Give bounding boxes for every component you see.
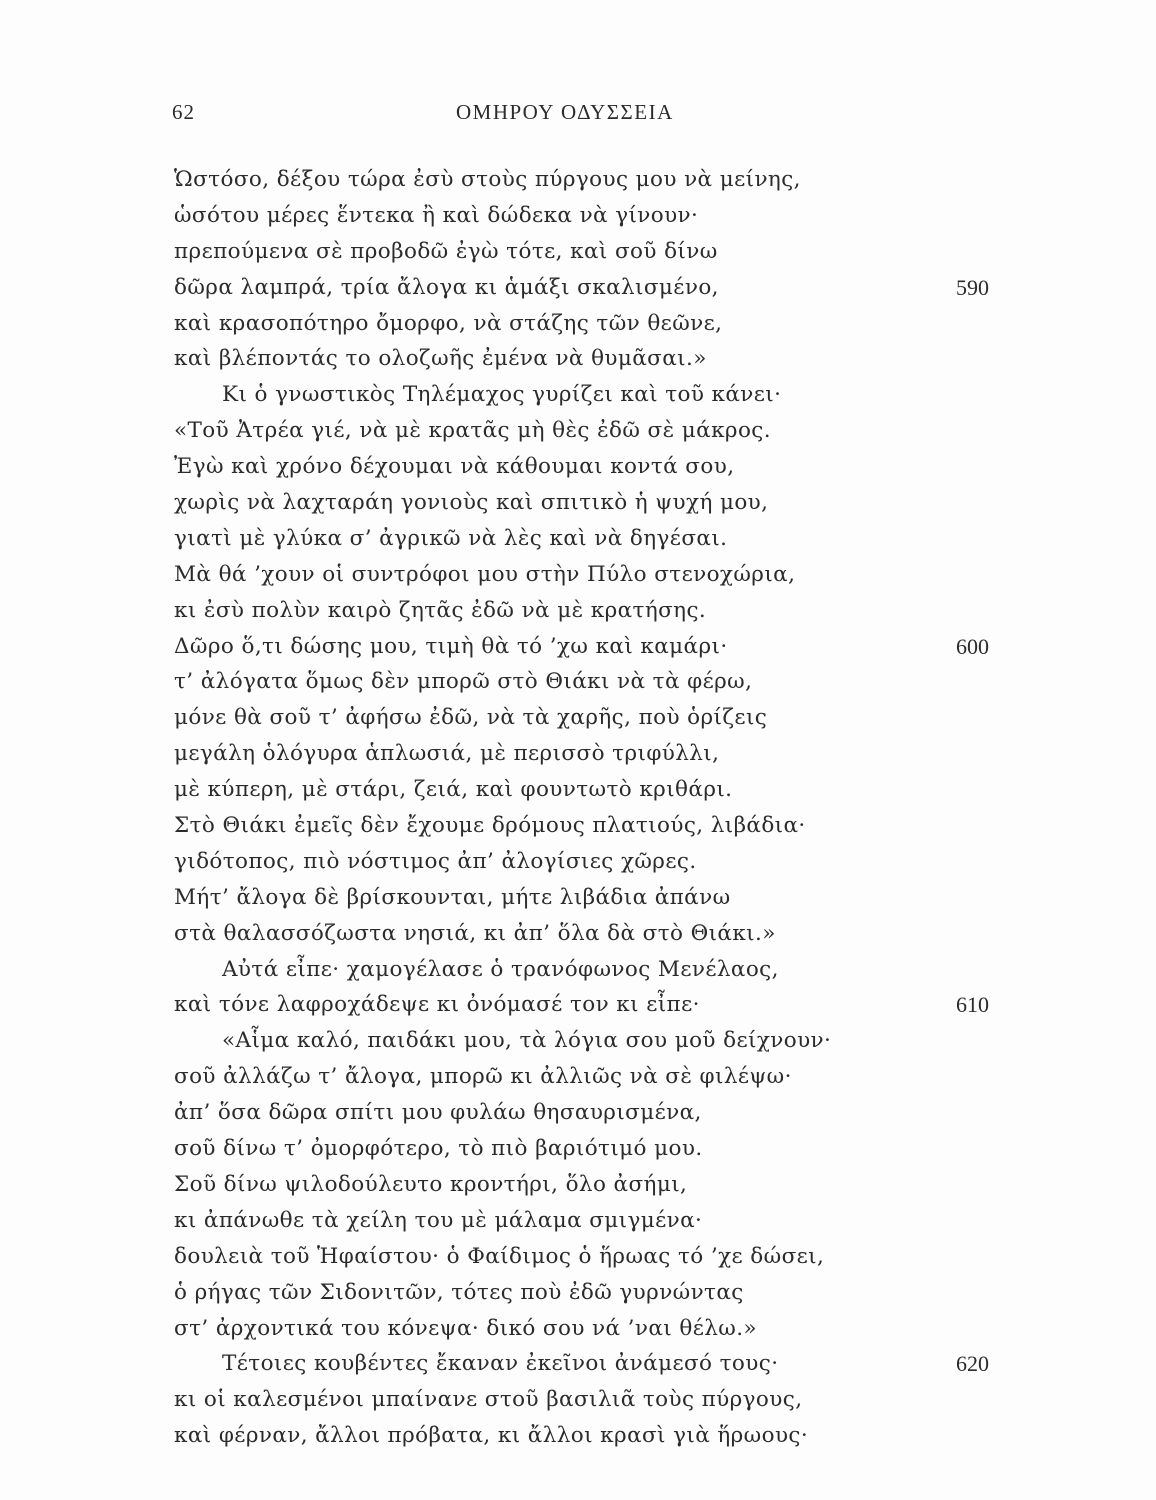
verse-text: μεγάλη ὁλόγυρα ἁπλωσιά, μὲ περισσὸ τριφύλλι,: [174, 741, 720, 767]
verse-line: [174, 1418, 1094, 1454]
verse-text: κι ἐσὺ πολὺν καιρὸ ζητᾶς ἐδῶ νὰ μὲ κρατήσης.: [174, 597, 707, 623]
verse-line: [174, 880, 1094, 916]
verse-line: [174, 1239, 1094, 1275]
line-number: 610: [956, 992, 989, 1018]
verse-line: [174, 987, 1094, 1023]
verse-line: [174, 593, 1094, 629]
verse-line: [174, 1275, 1094, 1311]
verse-line: [174, 1131, 1094, 1167]
page-number: 62: [172, 100, 195, 124]
verse-text: «Αἷμα καλό, παιδάκι μου, τὰ λόγια σου μοῦ δείχνουν·: [222, 1028, 832, 1054]
verse-line: [174, 664, 1094, 700]
verse-text: «Τοῦ Ἀτρέα γιέ, νὰ μὲ κρατᾶς μὴ θὲς ἐδῶ σὲ μάκρος.: [174, 418, 771, 444]
verse-line: [174, 162, 1094, 198]
verse-text: Μήτ’ ἄλογα δὲ βρίσκουνται, μήτε λιβάδια ἀπάνω: [174, 884, 731, 910]
verse-text: Στὸ Θιάκι ἐμεῖς δὲν ἔχουμε δρόμους πλατιούς, λιβάδια·: [174, 813, 806, 839]
verse-line: [174, 449, 1094, 485]
verse-text: σοῦ ἀλλάζω τ’ ἄλογα, μπορῶ κι ἀλλιῶς νὰ σὲ φιλέψω·: [174, 1064, 792, 1090]
verse-text: γιδότοπος, πιὸ νόστιμος ἀπ’ ἀλογίσιες χῶρες.: [174, 848, 697, 874]
verse-text: ἀπ’ ὅσα δῶρα σπίτι μου φυλάω θησαυρισμένα,: [174, 1100, 702, 1126]
verse-text: Αὐτά εἶπε· χαμογέλασε ὁ τρανόφωνος Μενέλαος,: [222, 956, 779, 982]
verse-text: κι ἀπάνωθε τὰ χείλη του μὲ μάλαμα σμιγμένα·: [174, 1207, 703, 1233]
verse-text: Μὰ θά ’χουν οἱ συντρόφοι μου στὴν Πύλο στενοχώρια,: [174, 561, 796, 587]
verse-line: [174, 413, 1094, 449]
verse-line: [174, 234, 1094, 270]
verse-text: χωρὶς νὰ λαχταράη γονιοὺς καὶ σπιτικὸ ἡ ψυχή μου,: [174, 490, 769, 516]
running-head: [0, 100, 1156, 130]
verse-line: [174, 1346, 1094, 1382]
verse-text: πρεπούμενα σὲ προβοδῶ ἐγὼ τότε, καὶ σοῦ δίνω: [174, 238, 718, 264]
verse-line: [174, 377, 1094, 413]
verse-text: καὶ τόνε λαφροχάδεψε κι ὀνόμασέ τον κι εἶπε·: [174, 992, 700, 1018]
verse-text: κι οἱ καλεσμένοι μπαίνανε στοῦ βασιλιᾶ τοὺς πύργους,: [174, 1387, 803, 1413]
line-number: 600: [956, 633, 989, 659]
verse-text: καὶ φέρναν, ἄλλοι πρόβατα, κι ἄλλοι κρασὶ γιὰ ἥρωους·: [174, 1423, 809, 1449]
verse-line: [174, 306, 1094, 342]
verse-text: τ’ ἀλόγατα ὅμως δὲν μπορῶ στὸ Θιάκι νὰ τὰ φέρω,: [174, 669, 753, 695]
verse-line: [174, 341, 1094, 377]
verse-text: Κι ὁ γνωστικὸς Τηλέμαχος γυρίζει καὶ τοῦ κάνει·: [222, 382, 782, 408]
verse-line: [174, 1095, 1094, 1131]
verse-line: [174, 198, 1094, 234]
verse-line: [174, 1203, 1094, 1239]
verse-text: ὡσότου μέρες ἕντεκα ἢ καὶ δώδεκα νὰ γίνουν·: [174, 202, 699, 228]
verse-line: [174, 1023, 1094, 1059]
verse-text: γιατὶ μὲ γλύκα σ’ ἀγρικῶ νὰ λὲς καὶ νὰ δηγέσαι.: [174, 525, 728, 551]
verse-text: ὁ ρήγας τῶν Σιδονιτῶν, τότες ποὺ ἐδῶ γυρνώντας: [174, 1279, 744, 1305]
verse-line: [174, 521, 1094, 557]
verse-text: Δῶρο ὅ,τι δώσης μου, τιμὴ θὰ τό ’χω καὶ καμάρι·: [174, 633, 728, 659]
verse-text: σοῦ δίνω τ’ ὀμορφότερο, τὸ πιὸ βαριότιμό μου.: [174, 1136, 703, 1162]
verse-line: [174, 700, 1094, 736]
verse-line: [174, 270, 1094, 306]
line-number: 620: [956, 1351, 989, 1377]
verse-text: δῶρα λαμπρά, τρία ἄλογα κι ἁμάξι σκαλισμένο,: [174, 274, 719, 300]
verse-line: [174, 629, 1094, 665]
verse-line: [174, 736, 1094, 772]
verse-text: Ἐγὼ καὶ χρόνο δέχουμαι νὰ κάθουμαι κοντά σου,: [174, 454, 735, 480]
verse-text: στ’ ἀρχοντικά του κόνεψα· δικό σου νά ’ναι θέλω.»: [174, 1315, 757, 1341]
verse-text: μόνε θὰ σοῦ τ’ ἀφήσω ἐδῶ, νὰ τὰ χαρῆς, ποὺ ὁρίζεις: [174, 705, 768, 731]
verse-text: Σοῦ δίνω ψιλοδούλευτο κροντήρι, ὅλο ἀσήμι,: [174, 1171, 688, 1197]
verse-line: [174, 844, 1094, 880]
verse-line: [174, 808, 1094, 844]
verse-line: [174, 916, 1094, 952]
verse-text: καὶ κρασοπότηρο ὄμορφο, νὰ στάζης τῶν θεῶνε,: [174, 310, 723, 336]
verse-line: [174, 952, 1094, 988]
verse-block: [174, 162, 1094, 1454]
verse-line: [174, 1167, 1094, 1203]
verse-line: [174, 557, 1094, 593]
line-number: 590: [956, 274, 989, 300]
book-title: ΟΜΗΡΟΥ ΟΔΥΣΣΕΙΑ: [456, 100, 674, 124]
verse-line: [174, 1311, 1094, 1347]
verse-line: [174, 1059, 1094, 1095]
verse-text: μὲ κύπερη, μὲ στάρι, ζειά, καὶ φουντωτὸ κριθάρι.: [174, 777, 733, 803]
verse-line: [174, 485, 1094, 521]
verse-text: καὶ βλέποντάς το ολοζωῆς ἐμένα νὰ θυμᾶσαι.»: [174, 346, 707, 372]
verse-line: [174, 772, 1094, 808]
verse-line: [174, 1382, 1094, 1418]
verse-text: Ὡστόσο, δέξου τώρα ἐσὺ στοὺς πύργους μου νὰ μείνης,: [174, 167, 801, 192]
verse-text: Τέτοιες κουβέντες ἔκαναν ἐκεῖνοι ἀνάμεσό τους·: [222, 1351, 779, 1377]
verse-text: στὰ θαλασσόζωστα νησιά, κι ἀπ’ ὅλα δὰ στὸ Θιάκι.»: [174, 920, 776, 946]
verse-text: δουλειὰ τοῦ Ἡφαίστου· ὁ Φαίδιμος ὁ ἥρωας τό ’χε δώσει,: [174, 1243, 825, 1269]
